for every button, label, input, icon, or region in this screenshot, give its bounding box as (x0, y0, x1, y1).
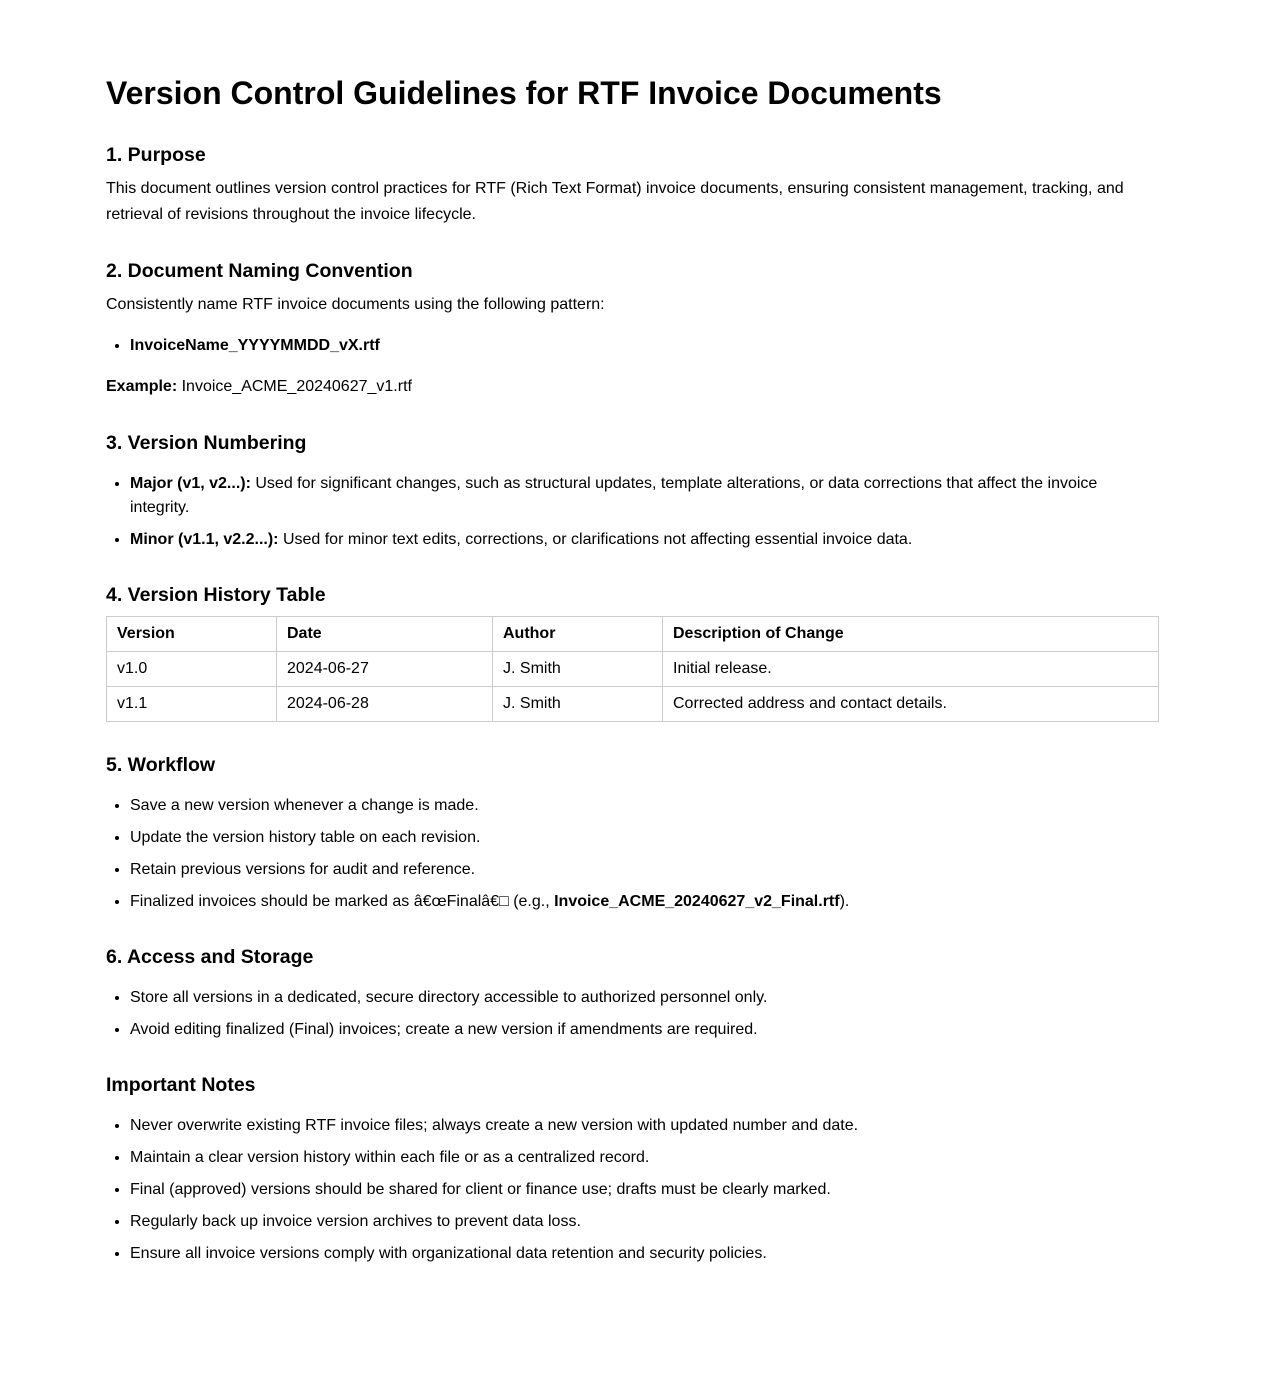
table-cell: J. Smith (493, 652, 663, 687)
list-item: • Update the version history table on each revision. (130, 826, 1158, 850)
column-header: Version (107, 617, 277, 652)
list-item: • Store all versions in a dedicated, secure directory accessible to authorized personnel only. (130, 986, 1158, 1010)
table-cell: v1.1 (107, 687, 277, 722)
table-cell: 2024-06-28 (277, 687, 493, 722)
workflow-section (106, 752, 1158, 914)
example-label: Example: (106, 378, 178, 395)
table-header-row (107, 617, 1159, 652)
list-item (130, 890, 1158, 914)
list-item (130, 528, 1158, 552)
column-header: Author (493, 617, 663, 652)
notes-heading: Important Notes (106, 1074, 256, 1096)
list-item: • Avoid editing finalized (Final) invoices; create a new version if amendments are required. (130, 1018, 1158, 1042)
final-item-filename: Invoice_ACME_20240627_v2_Final.rtf (554, 893, 840, 910)
table-cell: 2024-06-27 (277, 652, 493, 687)
naming-heading: 2. Document Naming Convention (106, 260, 413, 282)
numbering-label: Minor (v1.1, v2.2...): (130, 531, 279, 548)
naming-pattern: InvoiceName_YYYYMMDD_vX.rtf (130, 337, 380, 354)
numbering-section (106, 430, 1158, 552)
workflow-heading: 5. Workflow (106, 754, 216, 776)
workflow-list (106, 794, 1158, 914)
access-heading: 6. Access and Storage (106, 946, 314, 968)
history-section (106, 582, 1158, 722)
list-item (130, 472, 1158, 520)
table-cell: Initial release. (663, 652, 1159, 687)
purpose-text: This document outlines version control practices for RTF (Rich Text Format) invoice documents, ensuring consistent management, tracking, and retrieval of revisions throughout the invoice lifecycle. (106, 180, 1124, 223)
numbering-text: Used for minor text edits, corrections, or clarifications not affecting essential invoice data. (282, 531, 913, 548)
list-item: • Maintain a clear version history within each file or as a centralized record. (130, 1146, 1158, 1170)
list-item: • Never overwrite existing RTF invoice files; always create a new version with updated number and date. (130, 1114, 1158, 1138)
naming-intro: Consistently name RTF invoice documents using the following pattern: (106, 296, 605, 313)
example-value: Invoice_ACME_20240627_v1.rtf (181, 378, 412, 395)
numbering-text: Used for significant changes, such as structural updates, template alterations, or data corrections that affect the invoice integrity. (130, 475, 1098, 516)
list-item: • Regularly back up invoice version archives to prevent data loss. (130, 1210, 1158, 1234)
history-heading: 4. Version History Table (106, 584, 326, 606)
list-item (130, 334, 1158, 358)
column-header: Date (277, 617, 493, 652)
table-cell: Corrected address and contact details. (663, 687, 1159, 722)
naming-example (106, 374, 1158, 400)
list-item: • Final (approved) versions should be shared for client or finance use; drafts must be clearly marked. (130, 1178, 1158, 1202)
final-item-suffix: ). (839, 893, 850, 910)
naming-section (106, 258, 1158, 400)
table-cell: J. Smith (493, 687, 663, 722)
access-list (106, 986, 1158, 1042)
purpose-heading: 1. Purpose (106, 144, 206, 166)
list-item: • Ensure all invoice versions comply with organizational data retention and security policies. (130, 1242, 1158, 1266)
numbering-heading: 3. Version Numbering (106, 432, 307, 454)
purpose-section (106, 142, 1158, 228)
list-item: • Save a new version whenever a change is made. (130, 794, 1158, 818)
page-title: Version Control Guidelines for RTF Invoice Documents (106, 75, 942, 111)
table-cell: v1.0 (107, 652, 277, 687)
version-history-table (106, 616, 1159, 722)
numbering-list (106, 472, 1158, 552)
naming-pattern-list (106, 334, 1158, 358)
table-row (107, 652, 1159, 687)
column-header: Description of Change (663, 617, 1159, 652)
final-item-prefix: Finalized invoices should be marked as â€œFinalâ€□ (e.g., (130, 893, 555, 910)
notes-section (106, 1072, 1158, 1266)
notes-list (106, 1114, 1158, 1266)
list-item: • Retain previous versions for audit and reference. (130, 858, 1158, 882)
numbering-label: Major (v1, v2...): (130, 475, 251, 492)
access-section (106, 944, 1158, 1042)
table-row (107, 687, 1159, 722)
